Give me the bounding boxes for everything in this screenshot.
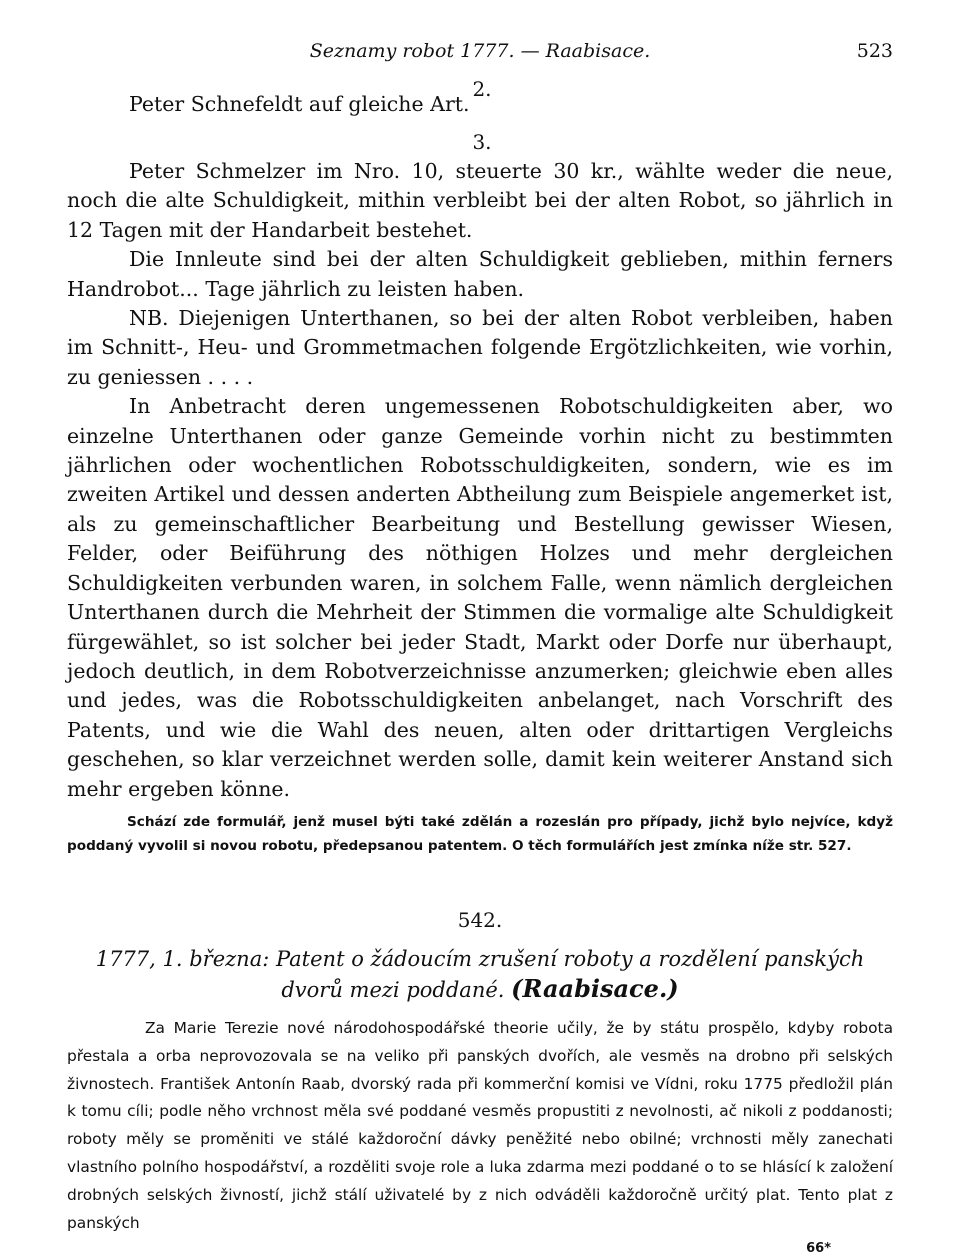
running-title: Seznamy robot 1777. — Raabisace. [309,40,651,62]
document-number: 542. [457,907,503,932]
section-3-paragraph-1: Peter Schmelzer im Nro. 10, steuerte 30 kr., wählte weder die neue, noch die alte Schuldigkeit, mithin verbleibt bei der alten Robot, so jährlich in 12 Tagen mit der Handarbeit bestehet. [67,159,893,242]
section-3-paragraph-2: Die Innleute sind bei der alten Schuldigkeit geblieben, mithin ferners Handrobot... Tage jährlich zu leisten haben. [67,247,893,301]
section-3-paragraph-nb: NB. Diejenigen Unterthanen, so bei der alten Robot verbleiben, haben im Schnitt-, Heu- und Grommetmachen folgende Ergötzlichkeiten, wie vorhin, zu geniessen . . . . [67,306,893,389]
editor-note: Schází zde formulář, jenž musel býti také zdělán a rozeslán pro případy, jichž bylo nejvíce, když poddaný vyvolil si novou robotu, předepsanou patentem. O těch formulářích jest zmínka níže str. 527. [67,813,893,854]
document-commentary: Za Marie Terezie nové národohospodářské theorie učily, že by státu prospělo, kdyby robota přestala a orba neprovozovala se na veliko při panských dvořích, ale vesměs na drobno při selských živnostech. František Antonín Raab, dvorský rada při kommerční komisi ve Vídni, roku 1775 předložil plán k tomu cíli; podle něho vrchnost měla své poddané vesměs propustiti z nevolnosti, ač nikoli z poddanosti; roboty měly se proměniti ve stálé každoroční dávky peněžité nebo obilné; vrchnosti měly zanechati vlastního polního hospodářství, a rozděliti svoje role a luka zdarma mezi poddané o to se hlásící k založení drobných selských živností, jichž stálí uživatelé by z nich odváděli každoročně určitý plat. Tento plat z panských [67,1018,893,1232]
section-number-3: 3. [472,130,492,154]
document-title-text: 1777, 1. března: Patent o žádoucím zrušení roboty a rozdělení panských dvorů mezi poddané. [95,946,865,1002]
sheet-signature: 66* [806,1241,831,1256]
section-3-paragraph-4: In Anbetracht deren ungemessenen Robotschuldigkeiten aber, wo einzelne Unterthanen oder ganze Gemeinde vorhin nicht zu bestimmten jährlichen oder wochentlichen Robotsschuldigkeiten, sondern, wie es im zweiten Artikel und dessen anderten Abtheilung zum Beispiele angemerket ist, als zu gemeinschaftlicher Bearbeitung und Bestellung gewisser Wiesen, Felder, oder Beiführung des nöthigen Holzes und mehr dergleichen Schuldigkeiten verbunden waren, in solchem Falle, wenn nämlich dergleichen Unterthanen durch die Mehrheit der Stimmen die vormalige alte Schuldigkeit fürgewählet, so ist solcher bei jeder Stadt, Markt oder Dorfe nur überhaupt, jedoch deutlich, in dem Robotverzeichnisse anzumerken; gleichwie eben alles und jedes, was die Robotsschuldigkeiten anbelanget, nach Vorschrift des Patents, und wie die Wahl des neuen, alten oder drittartigen Vergleichs geschehen, so klar verzeichnet werden solle, damit kein weiterer Anstand sich mehr ergeben könne. [67,394,893,801]
page-number: 523 [856,40,893,62]
section-2-text: Peter Schnefeldt auf gleiche Art. [129,92,470,116]
running-header [67,38,893,74]
document-page [67,38,893,1256]
section-number-2: 2. [472,77,492,101]
document-attribution: (Raabisace.) [511,973,679,1003]
document-title [87,944,873,1005]
